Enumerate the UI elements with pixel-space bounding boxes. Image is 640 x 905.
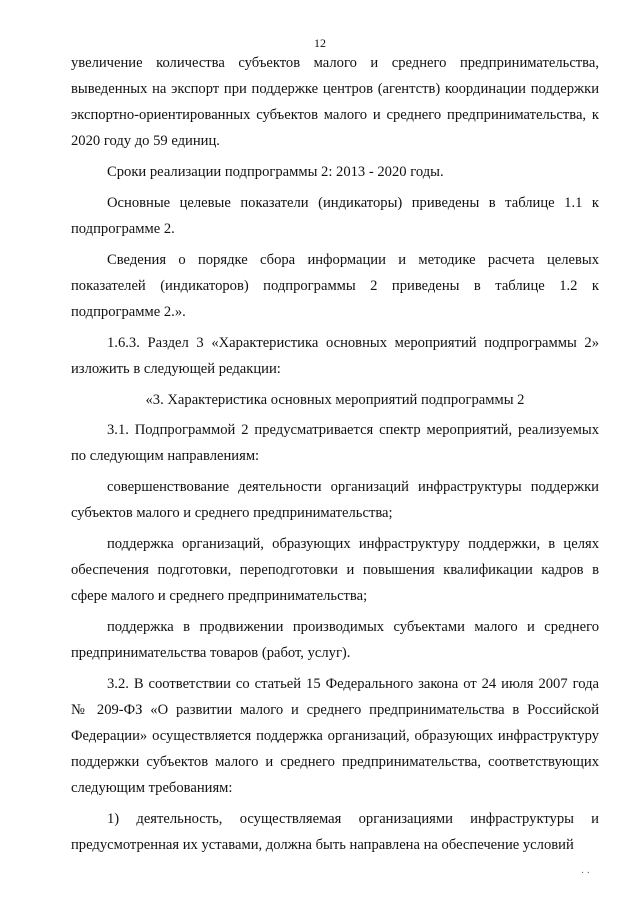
document-body bbox=[71, 50, 599, 863]
paragraph-implementation-period: Сроки реализации подпрограммы 2: 2013 - 2020 годы. bbox=[107, 164, 444, 180]
paragraph-section-amendment: 1.6.3. Раздел 3 «Характеристика основных мероприятий подпрограммы 2» изложить в следующей редакции: bbox=[71, 335, 599, 377]
paragraph-target-indicators: Основные целевые показатели (индикаторы) приведены в таблице 1.1 к подпрограмме 2. bbox=[71, 195, 599, 237]
paragraph-requirement-1: 1) деятельность, осуществляемая организациями инфраструктуры и предусмотренная их уставами, должна быть направлена на обеспечение условий bbox=[71, 811, 599, 853]
paragraph-3-2: 3.2. В соответствии со статьей 15 Федерального закона от 24 июля 2007 года № 209-ФЗ «О развитии малого и среднего предпринимательства в Российской Федерации» осуществляется поддержка организаций, образующих инфраструктуру поддержки субъектов малого и среднего предпринимательства, соответствующих следующим требованиям: bbox=[71, 676, 599, 796]
paragraph-direction-1: совершенствование деятельности организаций инфраструктуры поддержки субъектов малого и среднего предпринимательства; bbox=[71, 479, 599, 521]
page-number: 12 bbox=[314, 36, 326, 50]
paragraph-direction-2: поддержка организаций, образующих инфраструктуру поддержки, в целях обеспечения подготовки, переподготовки и повышения квалификации кадров в сфере малого и среднего предпринимательства; bbox=[71, 536, 599, 604]
paragraph-direction-3: поддержка в продвижении производимых субъектами малого и среднего предпринимательства товаров (работ, услуг). bbox=[71, 619, 599, 661]
section-heading: «3. Характеристика основных мероприятий подпрограммы 2 bbox=[145, 392, 525, 408]
paragraph-3-1: 3.1. Подпрограммой 2 предусматривается спектр мероприятий, реализуемых по следующим направлениям: bbox=[71, 422, 599, 464]
paragraph-indicator-methodology: Сведения о порядке сбора информации и методике расчета целевых показателей (индикаторов) подпрограммы 2 приведены в таблице 1.2 к подпрограмме 2.». bbox=[71, 252, 599, 320]
scan-mark: · · bbox=[580, 868, 590, 879]
paragraph-continuation: увеличение количества субъектов малого и среднего предпринимательства, выведенных на экспорт при поддержке центров (агентств) координации поддержки экспортно-ориентированных субъектов малого и среднего предпринимательства, к 2020 году до 59 единиц. bbox=[71, 55, 599, 149]
